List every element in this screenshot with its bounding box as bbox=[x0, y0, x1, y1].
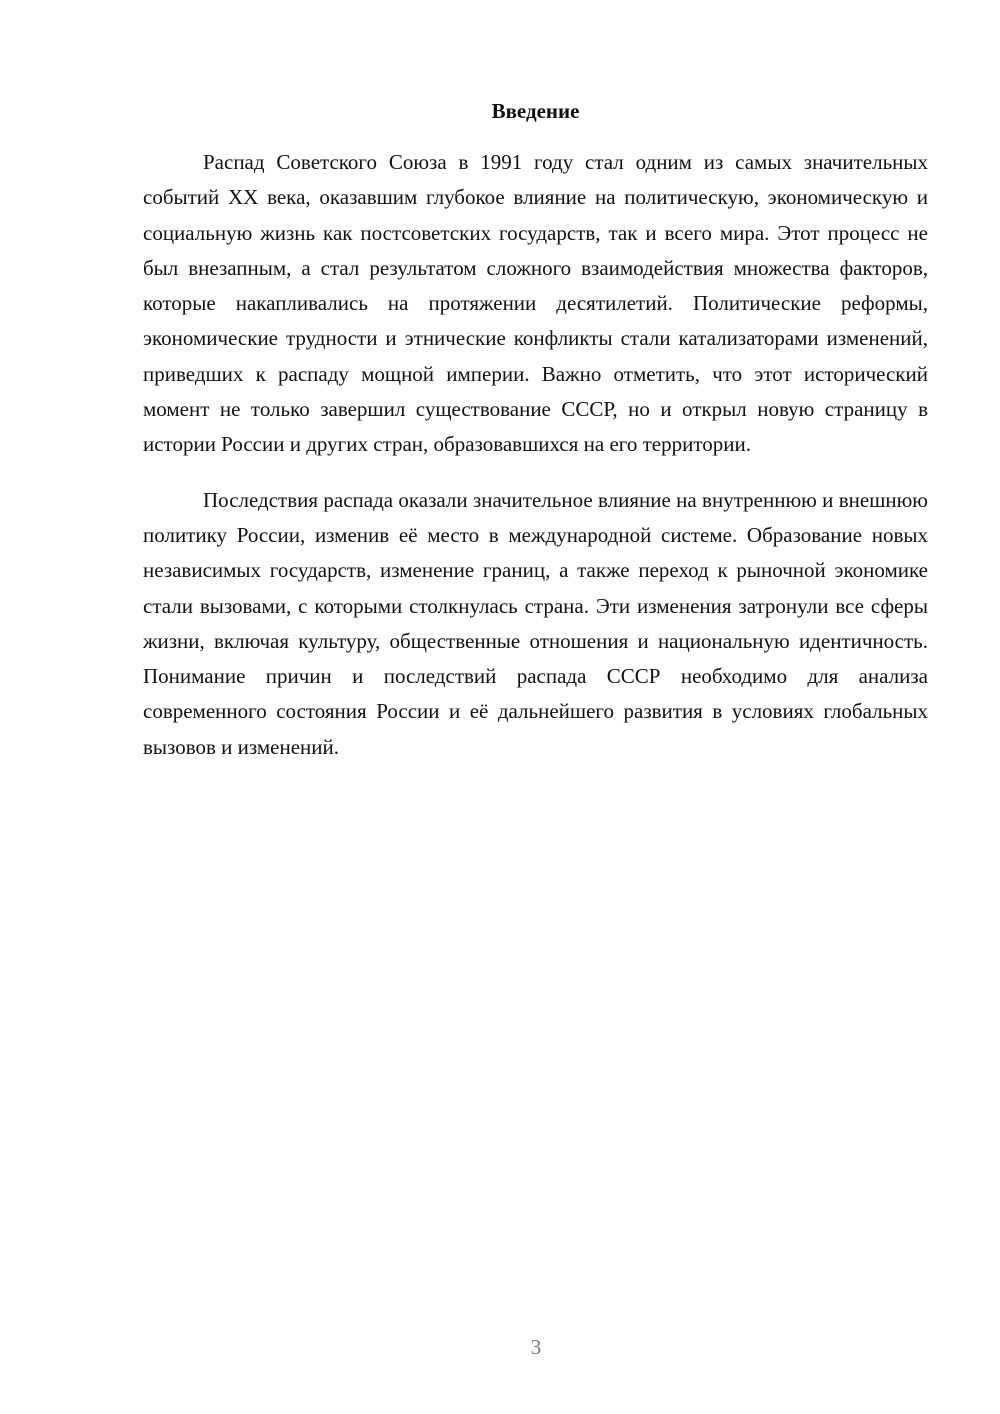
paragraph-1: Распад Советского Союза в 1991 году стал одним из самых значительных событий XX века, оказавшим глубокое влияние на политическую, экономическую и социальную жизнь как постсоветских государств, так и всего мира. Этот процесс не был внезапным, а стал результатом сложного взаимодействия множества факторов, которые накапливались на протяжении десятилетий. Политические реформы, экономические трудности и этнические конфликты стали катализаторами изменений, приведших к распаду мощной империи. Важно отметить, что этот исторический момент не только завершил существование СССР, но и открыл новую страницу в истории России и других стран, образовавшихся на его территории. bbox=[143, 150, 928, 457]
body-text bbox=[143, 145, 928, 785]
page-number: 3 bbox=[530, 1335, 542, 1359]
section-title: Введение bbox=[491, 99, 580, 123]
paragraph-2: Последствия распада оказали значительное влияние на внутреннюю и внешнюю политику России, изменив её место в международной системе. Образование новых независимых государств, изменение границ, а также переход к рыночной экономике стали вызовами, с которыми столкнулась страна. Эти изменения затронули все сферы жизни, включая культуру, общественные отношения и национальную идентичность. Понимание причин и последствий распада СССР необходимо для анализа современного состояния России и её дальнейшего развития в условиях глобальных вызовов и изменений. bbox=[143, 487, 928, 759]
